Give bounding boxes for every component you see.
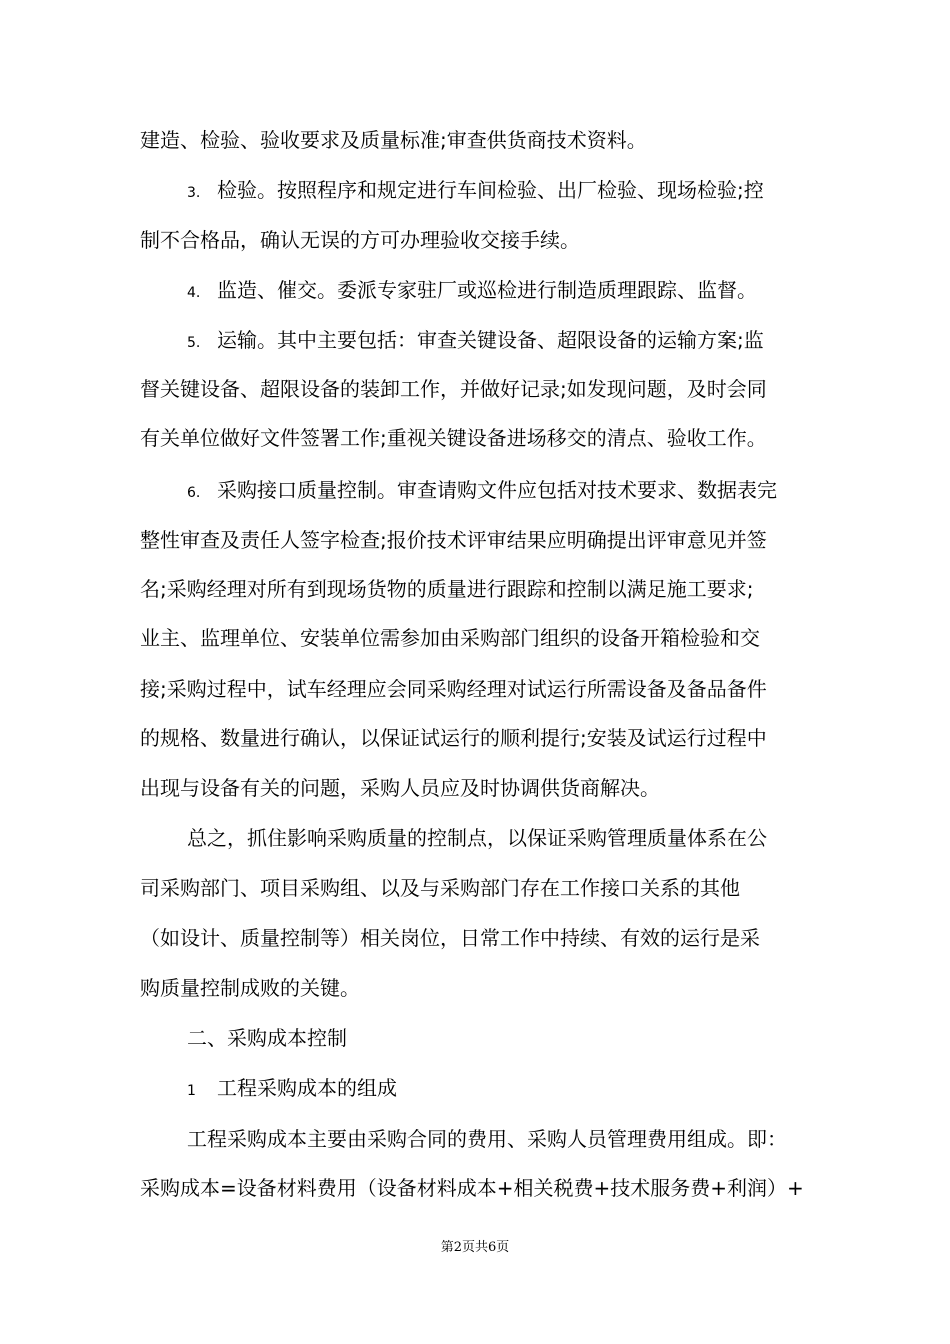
item-number: 4. (187, 285, 201, 301)
text-line: 采购接口质量控制。审查请购文件应包括对技术要求、数据表完 (217, 478, 777, 502)
item-number: 3. (187, 185, 201, 201)
subsection-heading (187, 1075, 820, 1104)
text-line: （如设计、质量控制等）相关岗位，日常工作中持续、有效的运行是采 (140, 926, 760, 950)
item-number: 5. (187, 335, 201, 351)
text-line: 监造、催交。委派专家驻厂或巡检进行制造质理跟踪、监督。 (217, 278, 757, 302)
text-line: 采购成本=设备材料费用（设备材料成本+相关税费+技术服务费+利润）+ (140, 1176, 804, 1200)
list-item-4 (187, 277, 820, 306)
text-line: 司采购部门、项目采购组、以及与采购部门存在工作接口关系的其他 (140, 876, 740, 900)
text-line: 运输。其中主要包括：审查关键设备、超限设备的运输方案;监 (217, 328, 764, 352)
text-line: 整性审查及责任人签字检查;报价技术评审结果应明确提出评审意见并签 (140, 528, 767, 552)
text-line: 接;采购过程中，试车经理应会同采购经理对试运行所需设备及备品备件 (140, 677, 767, 701)
section-heading: 二、采购成本控制 (187, 1026, 347, 1050)
text-line: 出现与设备有关的问题，采购人员应及时协调供货商解决。 (140, 776, 660, 800)
item-number: 1 (187, 1083, 196, 1099)
text-line: 建造、检验、验收要求及质量标准;审查供货商技术资料。 (140, 128, 647, 152)
text-line: 的规格、数量进行确认，以保证试运行的顺利提行;安装及试运行过程中 (140, 726, 767, 750)
text-line: 督关键设备、超限设备的装卸工作，并做好记录;如发现问题，及时会同 (140, 377, 767, 401)
text-line: 总之，抓住影响采购质量的控制点，以保证采购管理质量体系在公 (187, 826, 767, 850)
list-item-3 (187, 177, 820, 206)
text-line: 业主、监理单位、安装单位需参加由采购部门组织的设备开箱检验和交 (140, 626, 760, 650)
text-line: 名;采购经理对所有到现场货物的质量进行跟踪和控制以满足施工要求; (140, 577, 754, 601)
list-item-6 (187, 477, 820, 506)
page-footer: 第2页共6页 (440, 1240, 510, 1255)
text-line: 有关单位做好文件签署工作;重视关键设备进场移交的清点、验收工作。 (140, 426, 767, 450)
text-line: 工程采购成本主要由采购合同的费用、采购人员管理费用组成。即： (187, 1127, 787, 1151)
text-line: 制不合格品，确认无误的方可办理验收交接手续。 (140, 228, 580, 252)
text-line: 检验。按照程序和规定进行车间检验、出厂检验、现场检验;控 (217, 178, 764, 202)
text-line: 购质量控制成败的关键。 (140, 976, 360, 1000)
list-item-5 (187, 327, 820, 356)
item-number: 6. (187, 485, 201, 501)
text-line: 工程采购成本的组成 (217, 1076, 397, 1100)
